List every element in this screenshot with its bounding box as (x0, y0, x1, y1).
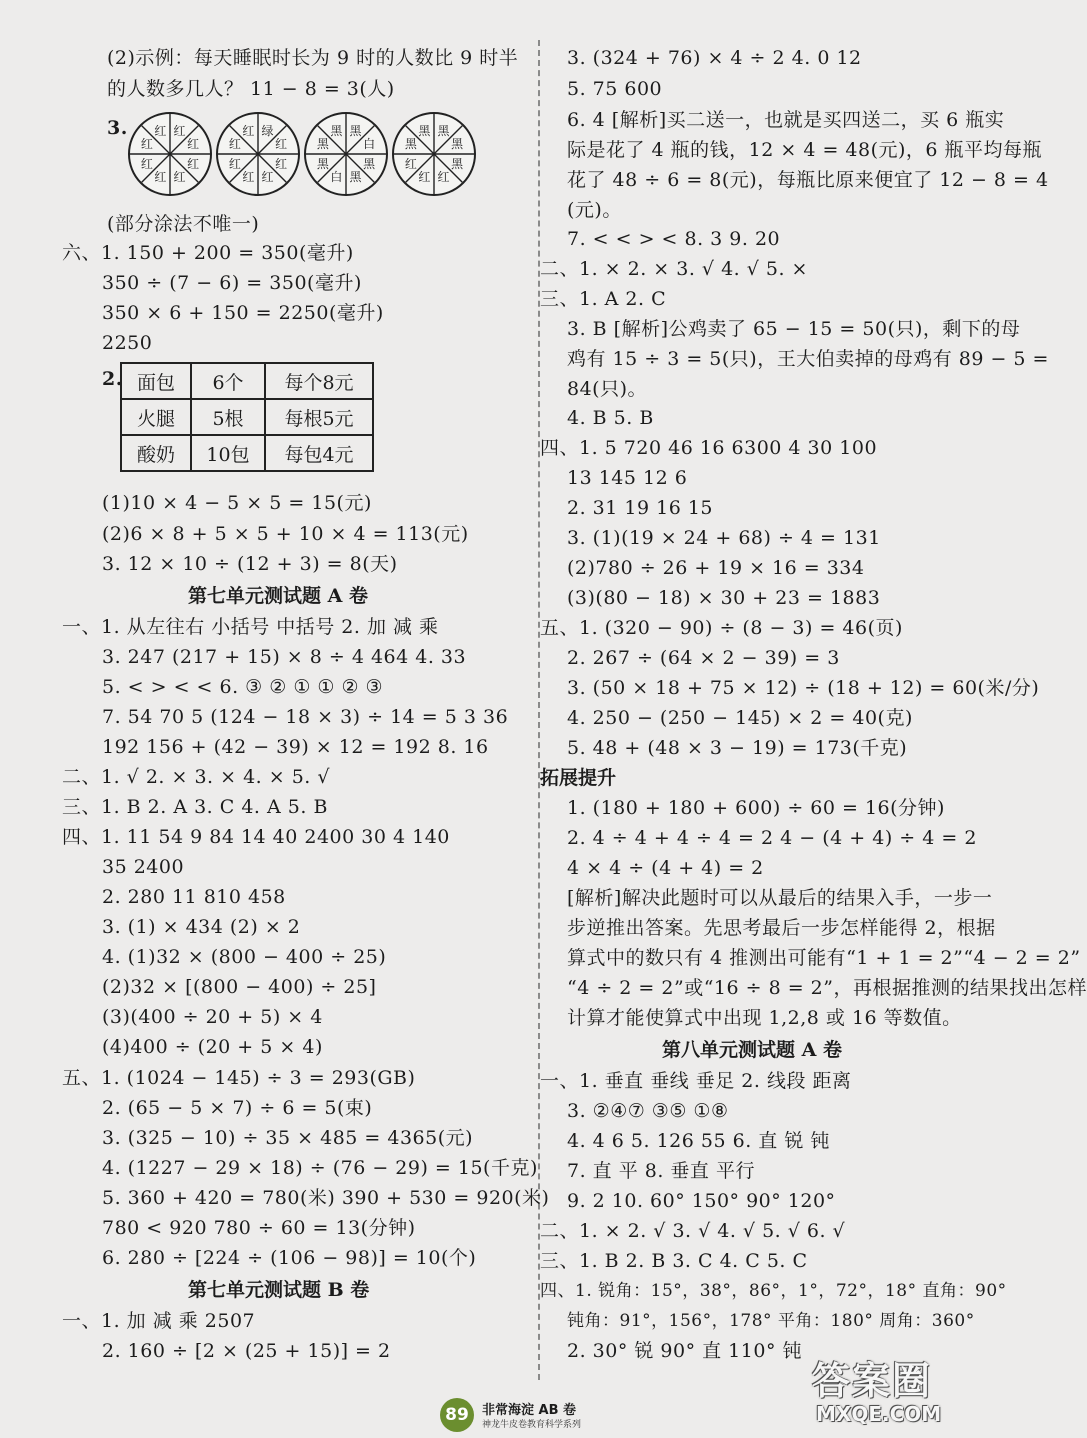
answer-line: 2. 31 19 16 15 (567, 497, 713, 519)
table-cell: 5根 (191, 399, 265, 435)
table-cell: 酸奶 (121, 435, 191, 471)
answer-line: 3. B [解析]公鸡卖了 65 − 15 = 50(只)，剩下的母 (567, 318, 1021, 340)
answer-line: 一、1. 垂直 垂线 垂足 2. 线段 距离 (540, 1070, 852, 1092)
price-table (120, 362, 374, 472)
answer-line: 4 × 4 ÷ (4 + 4) = 2 (567, 857, 764, 879)
answer-line: 192 156 + (42 − 39) × 12 = 192 8. 16 (102, 736, 489, 758)
section-heading: 第七单元测试题 A 卷 (188, 585, 368, 607)
answer-line: 二、1. √ 2. × 3. × 4. × 5. √ (62, 766, 330, 788)
answer-line: 鸡有 15 ÷ 3 = 5(只)，王大伯卖掉的母鸡有 89 − 5 = (567, 348, 1049, 370)
answer-line: 步逆推出答案。先思考最后一步怎样能得 2，根据 (567, 917, 996, 939)
answer-line: (元)。 (567, 199, 622, 221)
answer-line: 35 2400 (102, 856, 185, 878)
answer-line: 2250 (102, 332, 153, 354)
answer-line: 3. (1)(19 × 24 + 68) ÷ 4 = 131 (567, 527, 881, 549)
answer-line: 6. 280 ÷ [224 ÷ (106 − 98)] = 10(个) (102, 1247, 477, 1269)
disc-sector-label: 红 (173, 170, 186, 185)
watermark-url: MXQE.COM (816, 1402, 942, 1426)
answer-line: 计算才能使算式中出现 1,2,8 或 16 等数值。 (567, 1007, 962, 1029)
table-cell: 每包4元 (265, 435, 373, 471)
disc-sector-label: 红 (228, 156, 241, 171)
disc-sector-label: 红 (140, 137, 153, 152)
watermark-text: 答案圈 (812, 1359, 933, 1403)
disc-sector-label: 红 (261, 170, 274, 185)
answer-line: 四、1. 11 54 9 84 14 40 2400 30 4 140 (62, 826, 450, 848)
table-row (121, 399, 373, 435)
table-cell: 面包 (121, 363, 191, 399)
answer-line: 的人数多几人？ 11 − 8 = 3(人) (107, 78, 395, 100)
disc-sector-lines (130, 114, 210, 194)
spinner-disc-3 (304, 112, 388, 196)
section-heading: 第七单元测试题 B 卷 (188, 1279, 370, 1301)
disc-sector-label: 红 (187, 156, 200, 171)
spinner-disc-2 (216, 112, 300, 196)
answer-line: 5. < > < < 6. ③ ② ① ① ② ③ (102, 676, 384, 698)
disc-sector-label: 黑 (437, 123, 450, 138)
disc-sector-label: 红 (437, 170, 450, 185)
answer-line: 钝角：91°，156°，178° 平角：180° 周角：360° (567, 1311, 975, 1331)
answer-line: 5. 75 600 (567, 78, 663, 100)
answer-line: 4. B 5. B (567, 407, 654, 429)
table-cell: 10包 (191, 435, 265, 471)
watermark-logo (812, 1350, 992, 1432)
question-number: 3. (107, 117, 128, 139)
answer-line: 780 < 920 780 ÷ 60 = 13(分钟) (102, 1217, 416, 1239)
answer-line: 3. 12 × 10 ÷ (12 + 3) = 8(天) (102, 553, 398, 575)
answer-line: 3. (50 × 18 + 75 × 12) ÷ (18 + 12) = 60(米/分) (567, 677, 1040, 699)
answer-line: 3. 247 (217 + 15) × 8 ÷ 4 464 4. 33 (102, 646, 467, 668)
extension-heading: 拓展提升 (540, 767, 617, 789)
answer-line: 9. 2 10. 60° 150° 90° 120° (567, 1190, 836, 1212)
answer-line: 7. 直 平 8. 垂直 平行 (567, 1160, 755, 1182)
answer-line: 350 × 6 + 150 = 2250(毫升) (102, 302, 384, 324)
disc-sector-label: 黑 (316, 156, 329, 171)
answer-line: 7. < < > < 8. 3 9. 20 (567, 228, 781, 250)
disc-sector-label: 黑 (330, 123, 343, 138)
disc-sector-label: 红 (275, 137, 288, 152)
spinner-disc-4 (392, 112, 476, 196)
table-cell: 每个8元 (265, 363, 373, 399)
disc-sector-label: 黑 (363, 156, 376, 171)
answer-line: 花了 48 ÷ 6 = 8(元)，每瓶比原来便宜了 12 − 8 = 4 (567, 169, 1049, 191)
disc-sector-lines (394, 114, 474, 194)
answer-line: (2)6 × 8 + 5 × 5 + 10 × 4 = 113(元) (102, 523, 469, 545)
answer-line: [解析]解决此题时可以从最后的结果入手，一步一 (567, 887, 993, 909)
answer-line: 一、1. 加 减 乘 2507 (62, 1310, 256, 1332)
answer-line: 2. 160 ÷ [2 × (25 + 15)] = 2 (102, 1340, 391, 1362)
answer-line: 六、1. 150 + 200 = 350(毫升) (62, 242, 354, 264)
disc-sector-lines (306, 114, 386, 194)
answer-line: 2. 30° 锐 90° 直 110° 钝 (567, 1340, 802, 1362)
table-cell: 每根5元 (265, 399, 373, 435)
answer-line: (3)(80 − 18) × 30 + 23 = 1883 (567, 587, 881, 609)
answer-line: 5. 48 + (48 × 3 − 19) = 173(千克) (567, 737, 908, 759)
table-cell: 6个 (191, 363, 265, 399)
answer-line: (3)(400 ÷ 20 + 5) × 4 (102, 1006, 323, 1028)
answer-line: “4 ÷ 2 = 2”或“16 ÷ 8 = 2”，再根据推测的结果找出怎样 (567, 977, 1087, 999)
answer-line: 13 145 12 6 (567, 467, 688, 489)
table-row (121, 363, 373, 399)
answer-line: 三、1. A 2. C (540, 288, 667, 310)
answer-line: 4. 250 − (250 − 145) × 2 = 40(克) (567, 707, 913, 729)
answer-line: 三、1. B 2. B 3. C 4. C 5. C (540, 1250, 808, 1272)
answer-line: 4. (1227 − 29 × 18) ÷ (76 − 29) = 15(千克) (102, 1157, 538, 1179)
answer-line: 4. (1)32 × (800 − 400 ÷ 25) (102, 946, 387, 968)
answer-line: (2)780 ÷ 26 + 19 × 16 = 334 (567, 557, 865, 579)
disc-sector-label: 黑 (418, 123, 431, 138)
answer-line: 五、1. (1024 − 145) ÷ 3 = 293(GB) (62, 1067, 416, 1089)
answer-line: 84(只)。 (567, 378, 648, 400)
disc-sector-label: 红 (418, 170, 431, 185)
answer-line: (2)示例：每天睡眠时长为 9 时的人数比 9 时半 (107, 47, 519, 69)
answer-line: 1. (180 + 180 + 600) ÷ 60 = 16(分钟) (567, 797, 945, 819)
answer-line: 3. (324 + 76) × 4 ÷ 2 4. 0 12 (567, 47, 862, 69)
disc-sector-label: 红 (154, 170, 167, 185)
answer-line: 五、1. (320 − 90) ÷ (8 − 3) = 46(页) (540, 617, 903, 639)
section-heading: 第八单元测试题 A 卷 (662, 1039, 842, 1061)
answer-line: 一、1. 从左往右 小括号 中括号 2. 加 减 乘 (62, 616, 439, 638)
spinner-disc-1 (128, 112, 212, 196)
disc-sector-label: 黑 (451, 156, 464, 171)
answer-line: 算式中的数只有 4 推测出可能有“1 + 1 = 2”“4 − 2 = 2” (567, 947, 1081, 969)
disc-sector-label: 红 (242, 123, 255, 138)
answer-line: 350 ÷ (7 − 6) = 350(毫升) (102, 272, 362, 294)
pie-answers (128, 112, 464, 198)
disc-sector-label: 黑 (316, 137, 329, 152)
disc-sector-label: 红 (404, 156, 417, 171)
disc-sector-label: 红 (275, 156, 288, 171)
answer-line: 二、1. × 2. √ 3. √ 4. √ 5. √ 6. √ (540, 1220, 846, 1242)
answer-line: 三、1. B 2. A 3. C 4. A 5. B (62, 796, 328, 818)
question-number: 2. (102, 368, 123, 390)
disc-sector-label: 黑 (451, 137, 464, 152)
answer-line: 2. 267 ÷ (64 × 2 − 39) = 3 (567, 647, 840, 669)
answer-line: 3. (325 − 10) ÷ 35 × 485 = 4365(元) (102, 1127, 474, 1149)
disc-sector-label: 白 (330, 170, 343, 185)
disc-sector-label: 黑 (349, 170, 362, 185)
page-footer (440, 1398, 640, 1438)
disc-sector-label: 红 (154, 123, 167, 138)
answer-line: (4)400 ÷ (20 + 5 × 4) (102, 1036, 323, 1058)
answer-line: 二、1. × 2. × 3. √ 4. √ 5. × (540, 258, 808, 280)
disc-sector-label: 红 (173, 123, 186, 138)
answer-line: 7. 54 70 5 (124 − 18 × 3) ÷ 14 = 5 3 36 (102, 706, 509, 728)
disc-sector-label: 红 (228, 137, 241, 152)
column-divider (538, 40, 540, 1380)
series-subtitle: 神龙牛皮卷教育科学系列 (482, 1420, 582, 1430)
page-number: 89 (440, 1398, 474, 1432)
answer-line: 2. (65 − 5 × 7) ÷ 6 = 5(束) (102, 1097, 373, 1119)
disc-sector-label: 红 (140, 156, 153, 171)
disc-sector-label: 黑 (404, 137, 417, 152)
answer-line: 6. 4 [解析]买二送一，也就是买四送二，买 6 瓶实 (567, 109, 1005, 131)
answer-line: 2. 280 11 810 458 (102, 886, 286, 908)
answer-line: 3. ②④⑦ ③⑤ ①⑧ (567, 1100, 729, 1122)
answer-line: 四、1. 5 720 46 16 6300 4 30 100 (540, 437, 878, 459)
note-text: (部分涂法不唯一) (107, 213, 260, 235)
disc-sector-label: 绿 (261, 123, 274, 138)
answer-line: 2. 4 ÷ 4 + 4 ÷ 4 = 2 4 − (4 + 4) ÷ 4 = 2 (567, 827, 977, 849)
disc-sector-label: 白 (363, 137, 376, 152)
disc-sector-label: 红 (242, 170, 255, 185)
answer-line: 四、1. 锐角：15°，38°，86°，1°，72°，18° 直角：90° (540, 1281, 1007, 1301)
answer-line: (2)32 × [(800 − 400) ÷ 25] (102, 976, 377, 998)
answer-line: 4. 4 6 5. 126 55 6. 直 锐 钝 (567, 1130, 830, 1152)
disc-sector-label: 红 (187, 137, 200, 152)
table-row (121, 435, 373, 471)
answer-line: 5. 360 + 420 = 780(米) 390 + 530 = 920(米) (102, 1187, 550, 1209)
answer-line: (1)10 × 4 − 5 × 5 = 15(元) (102, 492, 372, 514)
table-cell: 火腿 (121, 399, 191, 435)
disc-sector-label: 黑 (349, 123, 362, 138)
answer-line: 3. (1) × 434 (2) × 2 (102, 916, 301, 938)
series-title: 非常海淀 AB 卷 (482, 1403, 577, 1418)
disc-sector-lines (218, 114, 298, 194)
answer-line: 际是花了 4 瓶的钱，12 × 4 = 48(元)，6 瓶平均每瓶 (567, 139, 1043, 161)
